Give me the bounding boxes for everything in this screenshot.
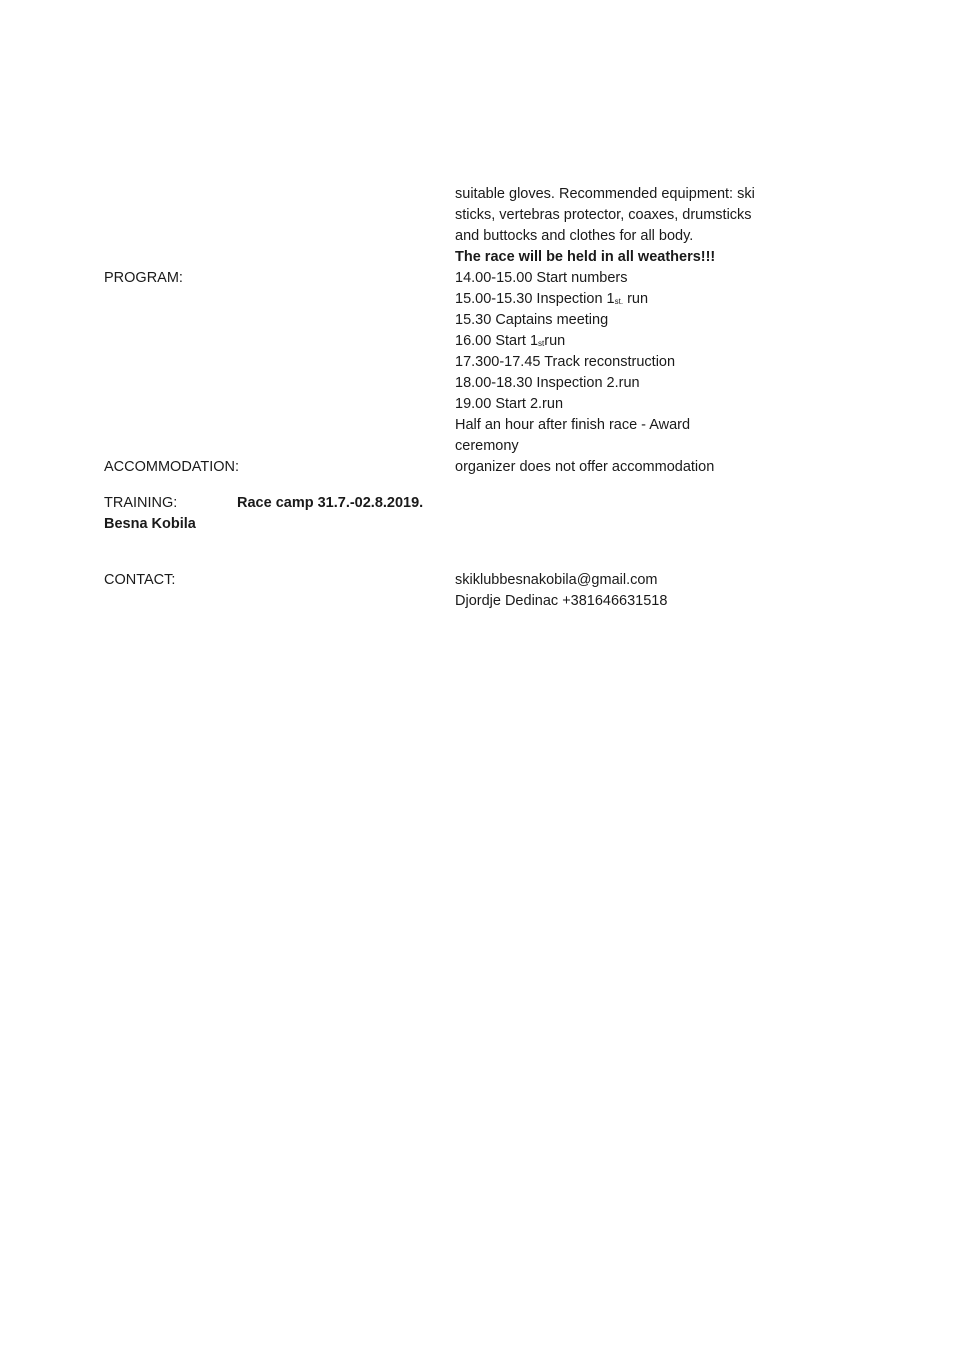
program-item-award-line-1: Half an hour after finish race - Award (455, 417, 691, 433)
accommodation-value: organizer does not offer accommodation (455, 459, 715, 475)
inspection-1-text: 15.00-15.30 Inspection 1 (455, 291, 615, 307)
contact-label: CONTACT: (104, 572, 176, 588)
intro-line-2: sticks, vertebras protector, coaxes, drumsticks (455, 207, 752, 223)
program-item-inspection-1 (455, 289, 648, 310)
inspection-1-run: run (623, 291, 649, 307)
weather-note: The race will be held in all weathers!!! (455, 249, 716, 265)
intro-line-3: and buttocks and clothes for all body. (455, 228, 694, 244)
training-location: Besna Kobila (104, 516, 196, 532)
contact-person: Djordje Dedinac +381646631518 (455, 593, 668, 609)
start-1-run: run (544, 333, 566, 349)
accommodation-label: ACCOMMODATION: (104, 459, 240, 475)
program-item-inspection-2: 18.00-18.30 Inspection 2.run (455, 375, 640, 391)
program-item-captains: 15.30 Captains meeting (455, 312, 609, 328)
contact-email: skiklubbesnakobila@gmail.com (455, 572, 658, 588)
program-item-start-2: 19.00 Start 2.run (455, 396, 564, 412)
program-item-start-1 (455, 331, 565, 352)
intro-line-1: suitable gloves. Recommended equipment: ski (455, 186, 755, 202)
start-1-ordinal: st (538, 339, 545, 348)
program-item-award-line-2: ceremony (455, 438, 519, 454)
start-1-text: 16.00 Start 1 (455, 333, 539, 349)
program-label: PROGRAM: (104, 270, 183, 286)
program-item-track: 17.300-17.45 Track reconstruction (455, 354, 676, 370)
program-item-start-numbers: 14.00-15.00 Start numbers (455, 270, 628, 286)
training-value: Race camp 31.7.-02.8.2019. (237, 495, 424, 511)
inspection-1-ordinal: st. (614, 297, 624, 306)
training-label: TRAINING: (104, 495, 178, 511)
